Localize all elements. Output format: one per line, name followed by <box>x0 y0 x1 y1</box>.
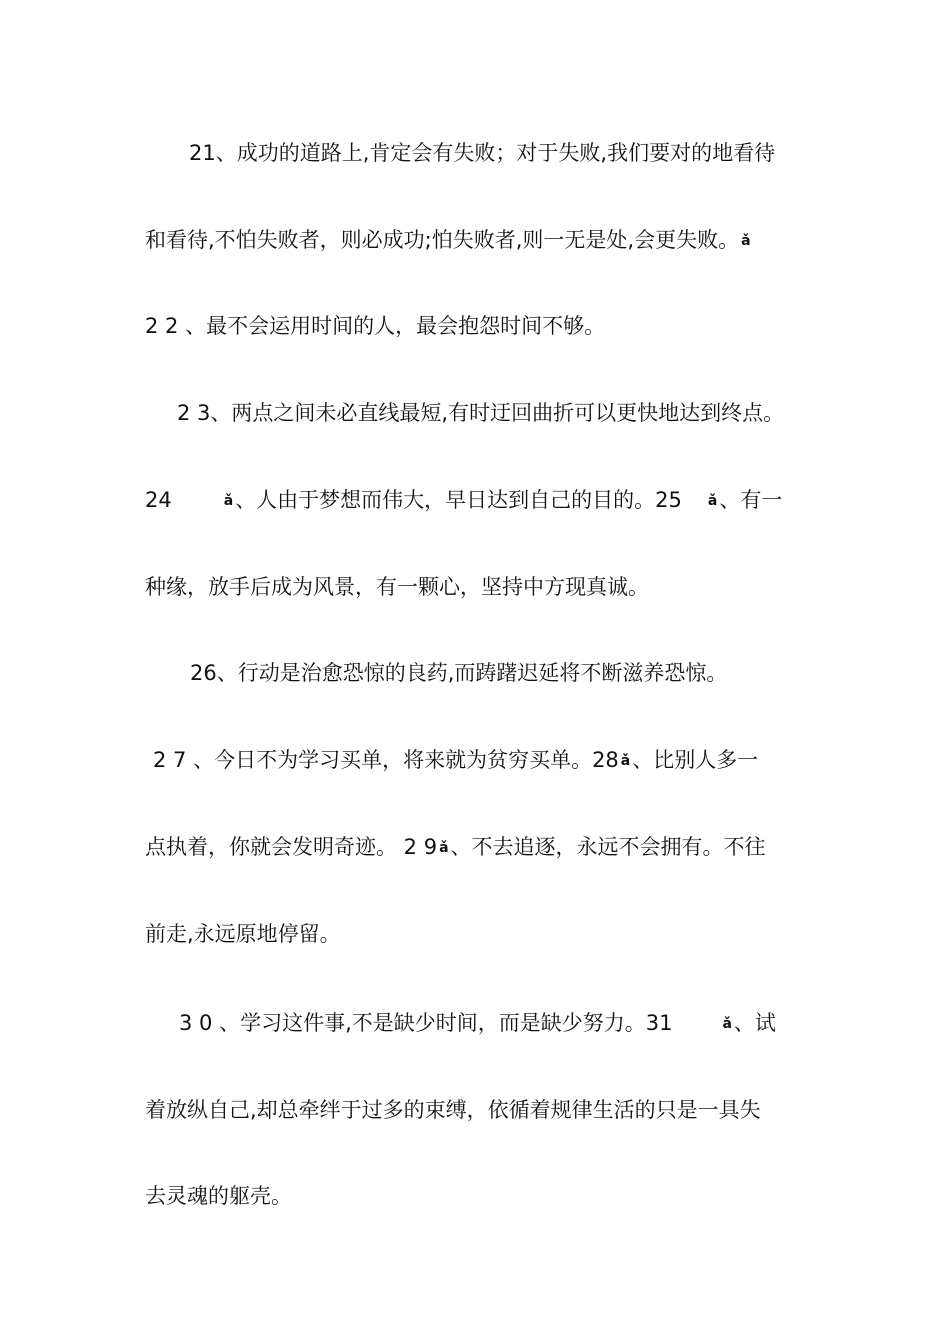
line-text: 2 2 、最不会运用时间的人，最会抱怨时间不够。 <box>145 314 606 338</box>
text-line-22 <box>145 311 825 341</box>
line-text: 着放纵自己,却总牵绊于过多的束缚，依循着规律生活的只是一具失 <box>145 1098 761 1122</box>
line-text: 、比别人多一 <box>632 748 759 772</box>
text-line-21 <box>145 138 869 168</box>
text-line-24-25 <box>145 485 825 515</box>
line-text: 2 3、两点之间未必直线最短,有时迂回曲折可以更快地达到终点。 <box>177 401 785 425</box>
line-text: 前走,永远原地停留。 <box>145 922 341 946</box>
text-line-27-28 <box>145 745 833 775</box>
text-line-23 <box>145 398 857 428</box>
line-text: 、不去追逐，永远不会拥有。不往 <box>450 835 766 859</box>
line-text: 种缘，放手后成为风景，有一颗心，坚持中方现真诚。 <box>145 575 649 599</box>
text-line-26 <box>145 658 870 688</box>
text-line-25-cont <box>145 572 825 602</box>
line-text: 、有一 <box>719 488 783 512</box>
line-text: 26、行动是治愈恐惊的良药,而踌躇迟延将不断滋养恐惊。 <box>190 661 728 685</box>
text-line-29-cont <box>145 919 825 949</box>
line-text: 点执着，你就会发明奇迹。 2 9 <box>145 835 438 859</box>
bullet-mark-icon: ǎ <box>439 840 449 856</box>
line-text: 24 <box>145 488 172 512</box>
text-line-30-31 <box>145 1008 859 1038</box>
line-text: 2 7 、今日不为学习买单，将来就为贫穷买单。28 <box>153 748 619 772</box>
bullet-mark-icon: ǎ <box>707 493 718 509</box>
line-text: 3 0 、学习这件事,不是缺少时间，而是缺少努力。31 <box>179 1011 673 1035</box>
line-text: 21、成功的道路上,肯定会有失败；对于失败,我们要对的地看待 <box>189 141 776 165</box>
line-text: 、人由于梦想而伟大，早日达到自己的目的。25 <box>235 488 682 512</box>
line-text: 去灵魂的躯壳。 <box>145 1184 292 1208</box>
bullet-mark-icon: ǎ <box>741 233 751 249</box>
bullet-mark-icon: ǎ <box>722 1016 732 1032</box>
text-line-31-end <box>145 1181 825 1211</box>
bullet-mark-icon: ǎ <box>223 493 234 509</box>
line-text: 、试 <box>733 1011 776 1035</box>
line-text: 和看待,不怕失败者，则必成功;怕失败者,则一无是处,会更失败。 <box>145 228 740 252</box>
bullet-mark-icon: ǎ <box>620 753 631 769</box>
text-line-31-cont <box>145 1095 825 1125</box>
text-line-21-cont <box>145 225 825 255</box>
text-line-28-29 <box>145 832 825 862</box>
